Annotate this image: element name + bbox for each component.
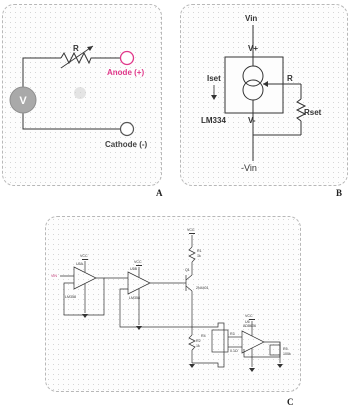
r5-label: R5 xyxy=(283,347,288,351)
r1-label: R1 xyxy=(197,249,202,253)
panel-b-diagram xyxy=(180,4,348,186)
resistor-label: R xyxy=(73,44,79,53)
panel-a-diagram xyxy=(2,4,162,186)
r2-ground xyxy=(189,364,195,368)
u5a-label: U5A xyxy=(76,262,83,266)
iset-arrowhead xyxy=(211,95,217,100)
u6-part: AD8606 xyxy=(243,324,256,328)
q1-part: 2N4401 xyxy=(196,286,209,290)
panel-b-label: B xyxy=(336,188,343,198)
cathode-terminal xyxy=(121,123,134,136)
chip-label: LM334 xyxy=(201,116,226,125)
u6-label: U6 xyxy=(245,320,250,324)
u6-vcc-marker xyxy=(249,319,255,320)
cathode-label: Cathode (-) xyxy=(105,140,148,149)
rsense-label: R3 xyxy=(230,332,235,336)
anode-terminal xyxy=(121,52,134,65)
u5b-feedback xyxy=(120,289,192,327)
r5-resistor xyxy=(270,345,280,355)
rsense-value: 0.1Ω xyxy=(230,349,238,353)
sense-resistor xyxy=(212,330,228,352)
r1-resistor xyxy=(189,247,195,262)
r5-value: 100k xyxy=(283,352,291,356)
u5a-vcc-marker xyxy=(82,259,88,260)
u5b-ground xyxy=(136,326,142,330)
panel-c-diagram xyxy=(45,216,301,392)
panel-a-label: A xyxy=(156,188,163,198)
rset-label: Rset xyxy=(304,108,322,117)
u5b-vcc-marker xyxy=(136,265,142,266)
r1-value: 1k xyxy=(197,254,201,258)
vcc-top-label: VCC xyxy=(187,228,195,232)
panel-c-circuit xyxy=(46,217,300,391)
anode-label: Anode (+) xyxy=(107,68,145,77)
r5-ground xyxy=(277,364,283,368)
r-pin-label: R xyxy=(287,74,293,83)
vin-label: Vin xyxy=(245,14,258,23)
top-vcc-marker xyxy=(189,233,195,234)
vcc-left-label: VCC xyxy=(80,254,88,258)
bottom-wire xyxy=(23,107,121,129)
vcc-right-label: VCC xyxy=(245,314,253,318)
iset-label: Iset xyxy=(207,74,221,83)
u5a-ground xyxy=(82,314,88,318)
u5a-part: LM358 xyxy=(65,295,76,299)
u6-opamp xyxy=(242,331,264,353)
u5b-part: LM358 xyxy=(129,296,140,300)
panel-c-label: C xyxy=(287,397,294,407)
panel-a-circuit xyxy=(3,5,161,185)
resistor-arrowhead xyxy=(87,46,93,51)
vcc-mid-label: VCC xyxy=(134,260,142,264)
vplus-label: V+ xyxy=(248,44,259,53)
vminus-label: V- xyxy=(248,116,256,125)
smudge xyxy=(74,87,86,99)
q1-emitter xyxy=(186,286,192,291)
neg-vin-label: -Vin xyxy=(241,163,257,173)
panel-b-circuit xyxy=(181,5,347,185)
voltage-source-symbol: V xyxy=(19,95,27,107)
q1-label: Q1 xyxy=(185,268,190,272)
u6-ground xyxy=(249,368,255,372)
q1-collector xyxy=(186,275,192,280)
lm334-box xyxy=(225,57,283,113)
r4-label: R4 xyxy=(201,334,206,338)
vin-input-label: VIN xyxy=(51,274,57,278)
u5b-label: U5B xyxy=(130,267,137,271)
r2-value: 1k xyxy=(196,344,200,348)
r2-resistor xyxy=(189,335,195,350)
top-wire xyxy=(23,58,61,93)
r2-label: R2 xyxy=(196,339,201,343)
